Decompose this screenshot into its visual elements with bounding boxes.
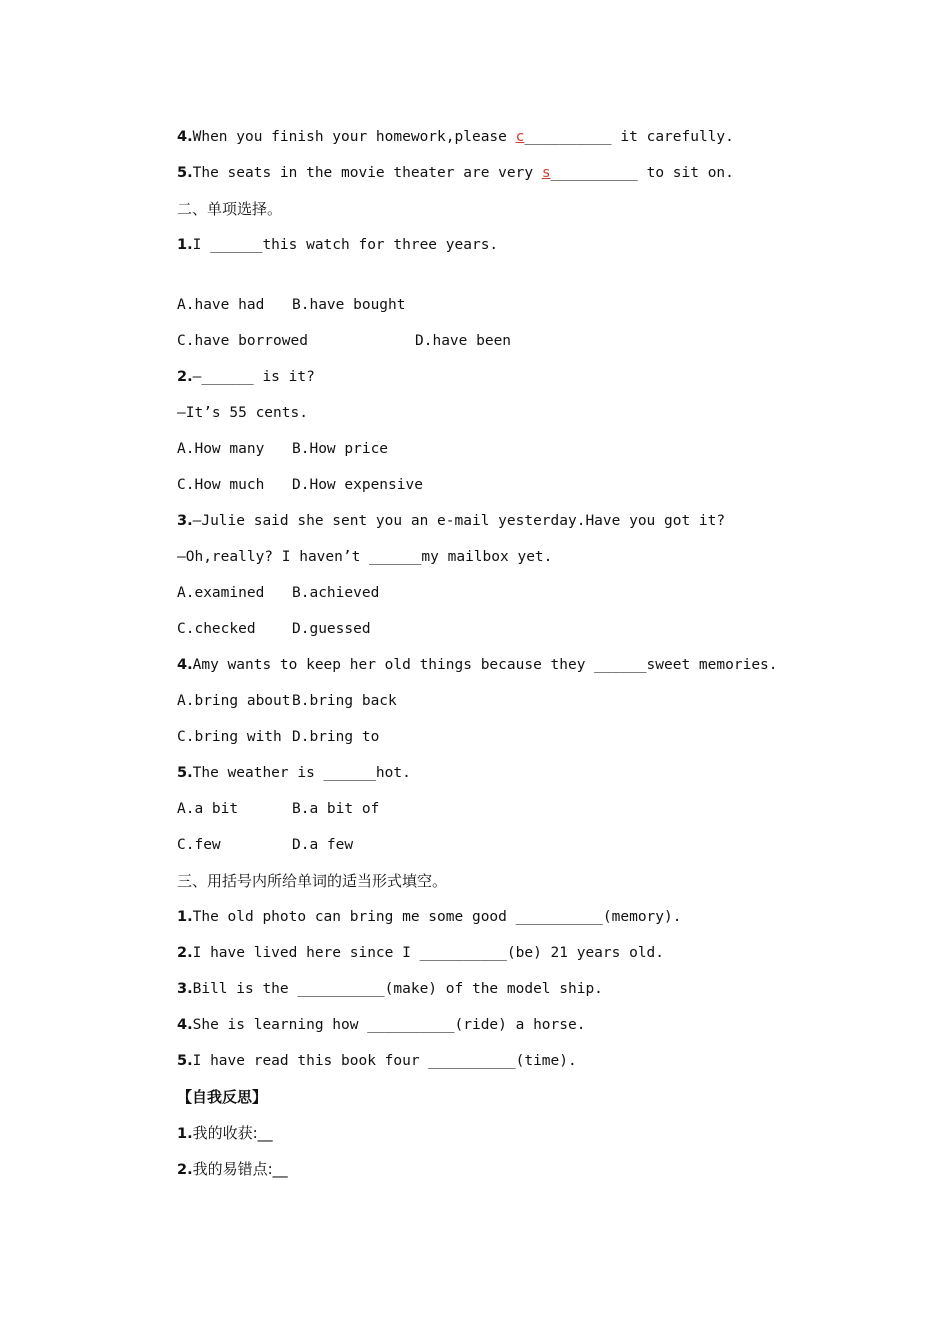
question-text: She is learning how __________(ride) a horse.	[192, 1017, 586, 1033]
question-stem: The weather is ______hot.	[192, 765, 411, 781]
option-d: D.bring to	[292, 729, 380, 745]
question-number: 4.	[177, 1017, 193, 1033]
mc-options-row	[177, 791, 877, 827]
option-a: A.bring about	[177, 693, 291, 709]
fill-blank-question-4	[177, 119, 877, 155]
question-number: 3.	[177, 981, 193, 997]
option-c: C.checked	[177, 621, 256, 637]
item-text: 我的易错点:__	[192, 1160, 288, 1178]
option-a: A.How many	[177, 441, 265, 457]
hint-letter: c	[515, 129, 525, 145]
mc-options-row	[177, 575, 877, 611]
option-a: A.examined	[177, 585, 265, 601]
question-text: The old photo can bring me some good __________(memory).	[192, 909, 682, 925]
question-text-end: to sit on.	[637, 165, 734, 181]
reflection-item-2	[177, 1151, 877, 1187]
section-heading-reflection: 【自我反思】	[177, 1088, 268, 1106]
answer-blank: __________	[524, 129, 612, 145]
answer-blank: __________	[550, 165, 638, 181]
item-number: 1.	[177, 1126, 193, 1142]
mc-options-row	[177, 287, 877, 323]
option-b: B.have bought	[292, 297, 406, 313]
question-number: 5.	[177, 165, 193, 181]
question-text: Bill is the __________(make) of the model ship.	[192, 981, 603, 997]
mc-options-row	[177, 827, 877, 863]
option-b: B.How price	[292, 441, 389, 457]
mc-options-row	[177, 323, 877, 359]
option-c: C.few	[177, 837, 221, 853]
option-c: C.bring with	[177, 729, 282, 745]
option-c: C.How much	[177, 477, 265, 493]
mc-options-row	[177, 719, 877, 755]
word-form-question-3	[177, 971, 877, 1007]
section-heading-multiple-choice: 二、单项选择。	[177, 200, 283, 218]
mc-question-2-reply: —It’s 55 cents.	[177, 405, 308, 421]
question-text-end: it carefully.	[611, 129, 734, 145]
reflection-item-1	[177, 1115, 877, 1151]
option-b: B.bring back	[292, 693, 397, 709]
question-text: I have read this book four __________(time).	[192, 1053, 577, 1069]
word-form-question-4	[177, 1007, 877, 1043]
item-text: 我的收获:__	[192, 1124, 273, 1142]
option-d: D.guessed	[292, 621, 371, 637]
option-d: D.How expensive	[292, 477, 423, 493]
option-b: B.a bit of	[292, 801, 380, 817]
question-number: 5.	[177, 1053, 193, 1069]
question-stem: —______ is it?	[192, 369, 315, 385]
mc-question-5	[177, 755, 877, 791]
question-text: The seats in the movie theater are very	[192, 165, 542, 181]
option-d: D.have been	[415, 333, 512, 349]
mc-options-row	[177, 611, 877, 647]
question-number: 4.	[177, 129, 193, 145]
question-number: 1.	[177, 909, 193, 925]
option-b: B.achieved	[292, 585, 380, 601]
worksheet-page	[177, 119, 877, 1187]
question-number: 1.	[177, 237, 193, 253]
hint-letter: s	[541, 165, 551, 181]
mc-options-row	[177, 431, 877, 467]
fill-blank-question-5	[177, 155, 877, 191]
word-form-question-2	[177, 935, 877, 971]
question-number: 3.	[177, 513, 193, 529]
question-stem: —Julie said she sent you an e-mail yesterday.Have you got it?	[192, 513, 726, 529]
option-d: D.a few	[292, 837, 354, 853]
option-a: A.a bit	[177, 801, 239, 817]
question-text: When you finish your homework,please	[192, 129, 516, 145]
option-a: A.have had	[177, 297, 265, 313]
question-stem: I ______this watch for three years.	[192, 237, 499, 253]
mc-question-2	[177, 359, 877, 395]
question-number: 4.	[177, 657, 193, 673]
mc-question-4	[177, 647, 877, 683]
question-number: 5.	[177, 765, 193, 781]
option-c: C.have borrowed	[177, 333, 308, 349]
word-form-question-5	[177, 1043, 877, 1079]
mc-question-1	[177, 227, 877, 263]
question-number: 2.	[177, 945, 193, 961]
mc-question-3	[177, 503, 877, 539]
question-stem: Amy wants to keep her old things because they ______sweet memories.	[192, 657, 778, 673]
section-heading-word-forms: 三、用括号内所给单词的适当形式填空。	[177, 872, 448, 890]
item-number: 2.	[177, 1162, 193, 1178]
mc-options-row	[177, 467, 877, 503]
mc-question-3-reply: —Oh,really? I haven’t ______my mailbox yet.	[177, 549, 553, 565]
word-form-question-1	[177, 899, 877, 935]
question-text: I have lived here since I __________(be) 21 years old.	[192, 945, 665, 961]
question-number: 2.	[177, 369, 193, 385]
mc-options-row	[177, 683, 877, 719]
